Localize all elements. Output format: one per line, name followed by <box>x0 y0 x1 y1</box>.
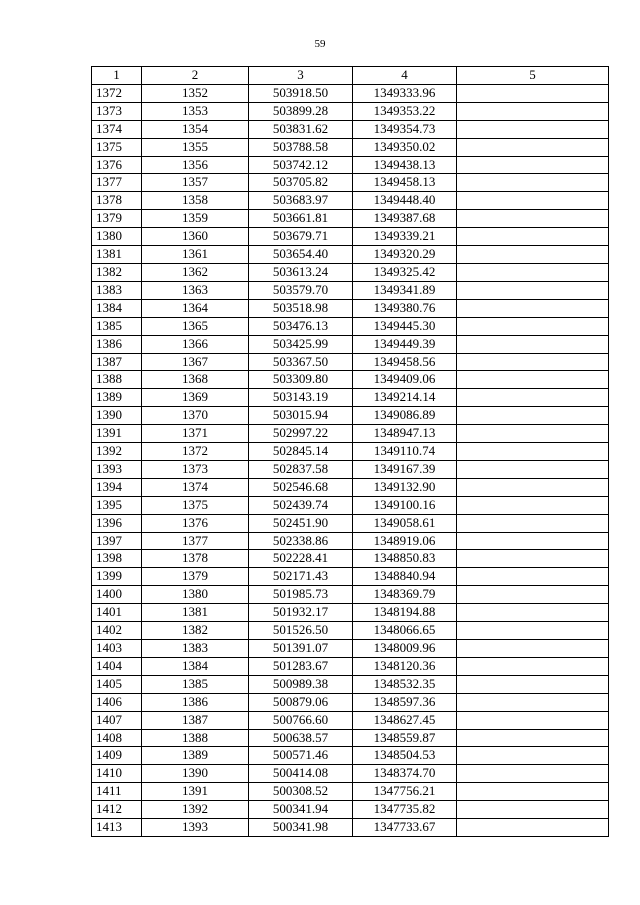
point-id-cell: 1380 <box>142 586 249 604</box>
note-cell <box>457 747 609 765</box>
note-cell <box>457 156 609 174</box>
y-coordinate-cell: 1349086.89 <box>353 407 457 425</box>
note-cell <box>457 729 609 747</box>
page-number: 59 <box>314 38 326 50</box>
table-row <box>92 568 609 586</box>
column-header-2: 2 <box>142 67 249 85</box>
point-number-cell: 1399 <box>92 568 142 586</box>
point-id-cell: 1386 <box>142 693 249 711</box>
y-coordinate-cell: 1349409.06 <box>353 371 457 389</box>
x-coordinate-cell: 502845.14 <box>249 443 353 461</box>
table-row <box>92 693 609 711</box>
table-row <box>92 747 609 765</box>
point-number-cell: 1411 <box>92 783 142 801</box>
table-row <box>92 425 609 443</box>
x-coordinate-cell: 503309.80 <box>249 371 353 389</box>
column-header-4: 4 <box>353 67 457 85</box>
x-coordinate-cell: 501391.07 <box>249 640 353 658</box>
point-number-cell: 1409 <box>92 747 142 765</box>
point-number-cell: 1396 <box>92 514 142 532</box>
table-row <box>92 729 609 747</box>
point-id-cell: 1387 <box>142 711 249 729</box>
point-id-cell: 1381 <box>142 604 249 622</box>
point-id-cell: 1362 <box>142 263 249 281</box>
table-row <box>92 675 609 693</box>
point-id-cell: 1371 <box>142 425 249 443</box>
point-number-cell: 1382 <box>92 263 142 281</box>
x-coordinate-cell: 500414.08 <box>249 765 353 783</box>
y-coordinate-cell: 1348627.45 <box>353 711 457 729</box>
point-number-cell: 1374 <box>92 120 142 138</box>
point-id-cell: 1356 <box>142 156 249 174</box>
table-row <box>92 228 609 246</box>
y-coordinate-cell: 1348066.65 <box>353 622 457 640</box>
x-coordinate-cell: 502546.68 <box>249 478 353 496</box>
note-cell <box>457 460 609 478</box>
point-id-cell: 1357 <box>142 174 249 192</box>
x-coordinate-cell: 500879.06 <box>249 693 353 711</box>
note-cell <box>457 478 609 496</box>
point-id-cell: 1382 <box>142 622 249 640</box>
note-cell <box>457 174 609 192</box>
y-coordinate-cell: 1349167.39 <box>353 460 457 478</box>
y-coordinate-cell: 1348597.36 <box>353 693 457 711</box>
point-number-cell: 1408 <box>92 729 142 747</box>
y-coordinate-cell: 1349100.16 <box>353 496 457 514</box>
point-number-cell: 1392 <box>92 443 142 461</box>
point-number-cell: 1389 <box>92 389 142 407</box>
note-cell <box>457 622 609 640</box>
note-cell <box>457 550 609 568</box>
point-id-cell: 1378 <box>142 550 249 568</box>
table-row <box>92 407 609 425</box>
table-row <box>92 640 609 658</box>
x-coordinate-cell: 503679.71 <box>249 228 353 246</box>
point-id-cell: 1393 <box>142 819 249 837</box>
point-id-cell: 1383 <box>142 640 249 658</box>
table-row <box>92 819 609 837</box>
point-number-cell: 1394 <box>92 478 142 496</box>
point-id-cell: 1390 <box>142 765 249 783</box>
note-cell <box>457 120 609 138</box>
table-row <box>92 281 609 299</box>
y-coordinate-cell: 1348850.83 <box>353 550 457 568</box>
y-coordinate-cell: 1348120.36 <box>353 657 457 675</box>
x-coordinate-cell: 503654.40 <box>249 246 353 264</box>
point-id-cell: 1364 <box>142 299 249 317</box>
point-id-cell: 1391 <box>142 783 249 801</box>
point-number-cell: 1386 <box>92 335 142 353</box>
table-row <box>92 478 609 496</box>
point-id-cell: 1358 <box>142 192 249 210</box>
point-id-cell: 1388 <box>142 729 249 747</box>
y-coordinate-cell: 1348009.96 <box>353 640 457 658</box>
x-coordinate-cell: 503742.12 <box>249 156 353 174</box>
point-number-cell: 1372 <box>92 84 142 102</box>
note-cell <box>457 568 609 586</box>
y-coordinate-cell: 1348840.94 <box>353 568 457 586</box>
table-row <box>92 246 609 264</box>
point-id-cell: 1372 <box>142 443 249 461</box>
y-coordinate-cell: 1348369.79 <box>353 586 457 604</box>
table-row <box>92 657 609 675</box>
table-row <box>92 335 609 353</box>
y-coordinate-cell: 1348374.70 <box>353 765 457 783</box>
note-cell <box>457 210 609 228</box>
x-coordinate-cell: 503613.24 <box>249 263 353 281</box>
point-number-cell: 1395 <box>92 496 142 514</box>
x-coordinate-cell: 501985.73 <box>249 586 353 604</box>
point-number-cell: 1398 <box>92 550 142 568</box>
table-row <box>92 138 609 156</box>
point-id-cell: 1392 <box>142 801 249 819</box>
x-coordinate-cell: 500571.46 <box>249 747 353 765</box>
note-cell <box>457 604 609 622</box>
point-number-cell: 1397 <box>92 532 142 550</box>
note-cell <box>457 819 609 837</box>
point-number-cell: 1404 <box>92 657 142 675</box>
note-cell <box>457 389 609 407</box>
x-coordinate-cell: 503367.50 <box>249 353 353 371</box>
point-number-cell: 1410 <box>92 765 142 783</box>
table-row <box>92 586 609 604</box>
y-coordinate-cell: 1349058.61 <box>353 514 457 532</box>
y-coordinate-cell: 1349110.74 <box>353 443 457 461</box>
x-coordinate-cell: 502338.86 <box>249 532 353 550</box>
point-id-cell: 1379 <box>142 568 249 586</box>
x-coordinate-cell: 500766.60 <box>249 711 353 729</box>
table-row <box>92 263 609 281</box>
x-coordinate-cell: 503425.99 <box>249 335 353 353</box>
table-row <box>92 156 609 174</box>
table-header <box>92 67 609 85</box>
x-coordinate-cell: 500341.98 <box>249 819 353 837</box>
column-header-5: 5 <box>457 67 609 85</box>
point-number-cell: 1393 <box>92 460 142 478</box>
y-coordinate-cell: 1349445.30 <box>353 317 457 335</box>
point-id-cell: 1360 <box>142 228 249 246</box>
table-row <box>92 443 609 461</box>
point-number-cell: 1377 <box>92 174 142 192</box>
note-cell <box>457 102 609 120</box>
table-row <box>92 783 609 801</box>
x-coordinate-cell: 502997.22 <box>249 425 353 443</box>
point-number-cell: 1381 <box>92 246 142 264</box>
x-coordinate-cell: 502171.43 <box>249 568 353 586</box>
note-cell <box>457 335 609 353</box>
table-row <box>92 210 609 228</box>
point-id-cell: 1369 <box>142 389 249 407</box>
point-id-cell: 1361 <box>142 246 249 264</box>
table-row <box>92 317 609 335</box>
x-coordinate-cell: 501932.17 <box>249 604 353 622</box>
x-coordinate-cell: 503476.13 <box>249 317 353 335</box>
note-cell <box>457 532 609 550</box>
point-id-cell: 1385 <box>142 675 249 693</box>
y-coordinate-cell: 1348559.87 <box>353 729 457 747</box>
coordinates-table <box>91 66 609 837</box>
table-row <box>92 84 609 102</box>
x-coordinate-cell: 503918.50 <box>249 84 353 102</box>
point-number-cell: 1391 <box>92 425 142 443</box>
point-id-cell: 1377 <box>142 532 249 550</box>
y-coordinate-cell: 1349380.76 <box>353 299 457 317</box>
column-header-1: 1 <box>92 67 142 85</box>
point-id-cell: 1373 <box>142 460 249 478</box>
table-row <box>92 353 609 371</box>
point-number-cell: 1401 <box>92 604 142 622</box>
note-cell <box>457 586 609 604</box>
y-coordinate-cell: 1349333.96 <box>353 84 457 102</box>
y-coordinate-cell: 1349353.22 <box>353 102 457 120</box>
note-cell <box>457 138 609 156</box>
table-row <box>92 514 609 532</box>
note-cell <box>457 801 609 819</box>
point-number-cell: 1400 <box>92 586 142 604</box>
point-id-cell: 1366 <box>142 335 249 353</box>
point-number-cell: 1378 <box>92 192 142 210</box>
point-number-cell: 1405 <box>92 675 142 693</box>
y-coordinate-cell: 1348532.35 <box>353 675 457 693</box>
y-coordinate-cell: 1349320.29 <box>353 246 457 264</box>
x-coordinate-cell: 500341.94 <box>249 801 353 819</box>
y-coordinate-cell: 1349449.39 <box>353 335 457 353</box>
table-row <box>92 102 609 120</box>
point-number-cell: 1412 <box>92 801 142 819</box>
point-number-cell: 1373 <box>92 102 142 120</box>
y-coordinate-cell: 1349325.42 <box>353 263 457 281</box>
y-coordinate-cell: 1349448.40 <box>353 192 457 210</box>
x-coordinate-cell: 502451.90 <box>249 514 353 532</box>
table-row <box>92 460 609 478</box>
point-number-cell: 1379 <box>92 210 142 228</box>
table-row <box>92 371 609 389</box>
x-coordinate-cell: 503143.19 <box>249 389 353 407</box>
point-number-cell: 1387 <box>92 353 142 371</box>
table-row <box>92 765 609 783</box>
x-coordinate-cell: 503705.82 <box>249 174 353 192</box>
point-number-cell: 1375 <box>92 138 142 156</box>
table-row <box>92 389 609 407</box>
point-number-cell: 1376 <box>92 156 142 174</box>
point-id-cell: 1363 <box>142 281 249 299</box>
table-row <box>92 622 609 640</box>
y-coordinate-cell: 1349132.90 <box>353 478 457 496</box>
x-coordinate-cell: 503518.98 <box>249 299 353 317</box>
point-number-cell: 1385 <box>92 317 142 335</box>
y-coordinate-cell: 1349339.21 <box>353 228 457 246</box>
note-cell <box>457 425 609 443</box>
note-cell <box>457 711 609 729</box>
y-coordinate-cell: 1349354.73 <box>353 120 457 138</box>
x-coordinate-cell: 503899.28 <box>249 102 353 120</box>
point-number-cell: 1384 <box>92 299 142 317</box>
note-cell <box>457 263 609 281</box>
point-number-cell: 1403 <box>92 640 142 658</box>
note-cell <box>457 84 609 102</box>
note-cell <box>457 407 609 425</box>
x-coordinate-cell: 503579.70 <box>249 281 353 299</box>
note-cell <box>457 675 609 693</box>
point-id-cell: 1375 <box>142 496 249 514</box>
x-coordinate-cell: 502837.58 <box>249 460 353 478</box>
note-cell <box>457 765 609 783</box>
point-id-cell: 1389 <box>142 747 249 765</box>
note-cell <box>457 299 609 317</box>
point-id-cell: 1365 <box>142 317 249 335</box>
x-coordinate-cell: 503831.62 <box>249 120 353 138</box>
y-coordinate-cell: 1347756.21 <box>353 783 457 801</box>
x-coordinate-cell: 503683.97 <box>249 192 353 210</box>
point-id-cell: 1359 <box>142 210 249 228</box>
point-id-cell: 1376 <box>142 514 249 532</box>
point-id-cell: 1352 <box>142 84 249 102</box>
point-id-cell: 1368 <box>142 371 249 389</box>
table-row <box>92 120 609 138</box>
point-id-cell: 1355 <box>142 138 249 156</box>
table-row <box>92 532 609 550</box>
table-row <box>92 604 609 622</box>
point-number-cell: 1388 <box>92 371 142 389</box>
table-row <box>92 801 609 819</box>
note-cell <box>457 640 609 658</box>
x-coordinate-cell: 503788.58 <box>249 138 353 156</box>
point-number-cell: 1407 <box>92 711 142 729</box>
x-coordinate-cell: 501526.50 <box>249 622 353 640</box>
table-row <box>92 711 609 729</box>
point-number-cell: 1406 <box>92 693 142 711</box>
table-row <box>92 174 609 192</box>
point-id-cell: 1384 <box>142 657 249 675</box>
x-coordinate-cell: 500308.52 <box>249 783 353 801</box>
x-coordinate-cell: 503015.94 <box>249 407 353 425</box>
note-cell <box>457 657 609 675</box>
point-number-cell: 1390 <box>92 407 142 425</box>
x-coordinate-cell: 501283.67 <box>249 657 353 675</box>
x-coordinate-cell: 500989.38 <box>249 675 353 693</box>
y-coordinate-cell: 1347733.67 <box>353 819 457 837</box>
y-coordinate-cell: 1348947.13 <box>353 425 457 443</box>
y-coordinate-cell: 1349438.13 <box>353 156 457 174</box>
point-number-cell: 1402 <box>92 622 142 640</box>
y-coordinate-cell: 1348504.53 <box>353 747 457 765</box>
note-cell <box>457 783 609 801</box>
y-coordinate-cell: 1349458.13 <box>353 174 457 192</box>
x-coordinate-cell: 502228.41 <box>249 550 353 568</box>
y-coordinate-cell: 1348919.06 <box>353 532 457 550</box>
table-row <box>92 550 609 568</box>
y-coordinate-cell: 1347735.82 <box>353 801 457 819</box>
note-cell <box>457 371 609 389</box>
note-cell <box>457 693 609 711</box>
x-coordinate-cell: 500638.57 <box>249 729 353 747</box>
table-row <box>92 299 609 317</box>
column-header-3: 3 <box>249 67 353 85</box>
note-cell <box>457 443 609 461</box>
point-id-cell: 1374 <box>142 478 249 496</box>
y-coordinate-cell: 1349350.02 <box>353 138 457 156</box>
table-row <box>92 496 609 514</box>
point-id-cell: 1353 <box>142 102 249 120</box>
note-cell <box>457 317 609 335</box>
note-cell <box>457 353 609 371</box>
y-coordinate-cell: 1349387.68 <box>353 210 457 228</box>
y-coordinate-cell: 1349458.56 <box>353 353 457 371</box>
note-cell <box>457 496 609 514</box>
note-cell <box>457 192 609 210</box>
x-coordinate-cell: 503661.81 <box>249 210 353 228</box>
x-coordinate-cell: 502439.74 <box>249 496 353 514</box>
y-coordinate-cell: 1348194.88 <box>353 604 457 622</box>
note-cell <box>457 281 609 299</box>
table-body <box>92 84 609 836</box>
point-id-cell: 1370 <box>142 407 249 425</box>
note-cell <box>457 514 609 532</box>
point-id-cell: 1354 <box>142 120 249 138</box>
y-coordinate-cell: 1349214.14 <box>353 389 457 407</box>
note-cell <box>457 228 609 246</box>
point-number-cell: 1380 <box>92 228 142 246</box>
point-id-cell: 1367 <box>142 353 249 371</box>
y-coordinate-cell: 1349341.89 <box>353 281 457 299</box>
table-row <box>92 192 609 210</box>
point-number-cell: 1383 <box>92 281 142 299</box>
point-number-cell: 1413 <box>92 819 142 837</box>
note-cell <box>457 246 609 264</box>
header-row <box>92 67 609 85</box>
